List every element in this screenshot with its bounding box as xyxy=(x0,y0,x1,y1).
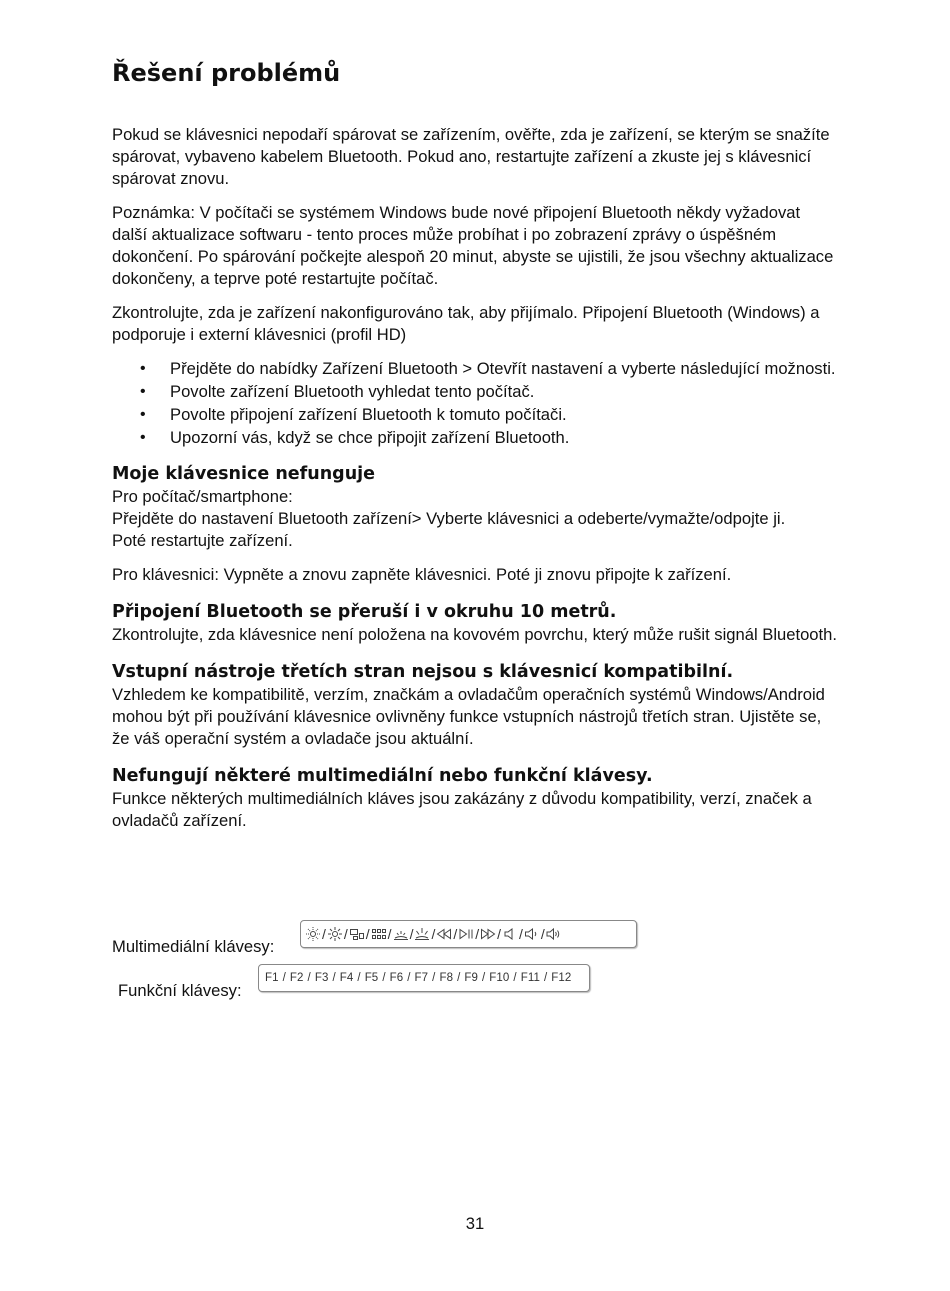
separator: / xyxy=(432,972,436,984)
function-key: F2 xyxy=(289,972,304,984)
function-key: F9 xyxy=(464,972,478,984)
separator: / xyxy=(382,972,386,984)
section-text: Zkontrolujte, zda klávesnice není položena na kovovém povrchu, který může rušit signál Bluetooth. xyxy=(112,625,837,644)
separator: / xyxy=(332,972,336,984)
function-key: F7 xyxy=(414,972,429,984)
function-key: F3 xyxy=(314,972,329,984)
section-text: Vzhledem ke kompatibilitě, verzím, značkám a ovladačům operačních systémů Windows/Android mohou být při používání klávesnice ovlivněny funkce vstupních nástrojů třetích stran. Ujistěte se, že váš operační systém a ovladače jsou aktuální. xyxy=(112,685,825,748)
list-item: • Povolte zařízení Bluetooth vyhledat tento počítač. xyxy=(112,381,837,403)
separator: / xyxy=(322,926,326,942)
function-key: F6 xyxy=(389,972,404,984)
volume-down-icon xyxy=(524,926,540,942)
previous-track-icon xyxy=(436,926,452,942)
separator: / xyxy=(475,926,480,942)
page-content xyxy=(112,56,837,832)
separator: / xyxy=(409,926,414,942)
section-heading-multimedia: Nefungují některé multimediální nebo funkční klávesy. xyxy=(112,766,653,786)
section-heading-third-party: Vstupní nástroje třetích stran nejsou s klávesnicí kompatibilní. xyxy=(112,662,734,682)
multimedia-keys-box xyxy=(300,920,637,948)
task-view-icon xyxy=(349,926,365,942)
section-text: Funkce některých multimediálních kláves jsou zakázány z důvodu kompatibility, verzí, značek a ovladačů zařízení. xyxy=(112,789,812,830)
keyboard-light-down-icon xyxy=(393,926,409,942)
separator: / xyxy=(513,972,517,984)
section-line: Pro klávesnici: Vypněte a znovu zapněte klávesnici. Poté ji znovu připojte k zařízení. xyxy=(112,565,732,584)
intro-paragraph-1: Pokud se klávesnici nepodaří spárovat se zařízením, ověřte, zda je zařízení, se kterým se snažíte spárovat, vybaveno kabelem Bluetooth. Pokud ano, restartujte zařízení a zkuste jej s klávesnicí spárovat znovu. xyxy=(112,125,830,188)
page-title: Řešení problémů xyxy=(112,59,341,87)
brightness-up-icon xyxy=(327,926,343,942)
list-item: • Povolte připojení zařízení Bluetooth k tomuto počítači. xyxy=(112,404,837,426)
steps-list xyxy=(112,358,837,449)
next-track-icon xyxy=(480,926,496,942)
function-keys-box xyxy=(258,964,590,992)
function-key: F10 xyxy=(489,972,510,984)
intro-paragraph-3: Zkontrolujte, zda je zařízení nakonfigurováno tak, aby přijímalo. Připojení Bluetooth (Windows) a podporuje i externí klávesnici (profil HD) xyxy=(112,303,820,344)
separator: / xyxy=(365,926,370,942)
function-key: F4 xyxy=(339,972,354,984)
separator: / xyxy=(543,972,548,984)
separator: / xyxy=(343,926,348,942)
mute-icon xyxy=(502,926,518,942)
function-key: F1 xyxy=(265,972,279,984)
function-key: F11 xyxy=(520,972,540,984)
function-key: F8 xyxy=(439,972,454,984)
separator: / xyxy=(497,926,502,942)
list-item: • Upozorní vás, když se chce připojit zařízení Bluetooth. xyxy=(112,427,837,449)
section-heading-keyboard: Moje klávesnice nefunguje xyxy=(112,464,376,484)
separator: / xyxy=(519,926,523,942)
play-pause-icon xyxy=(458,926,474,942)
separator: / xyxy=(431,926,436,942)
function-key: F12 xyxy=(551,972,572,984)
list-item: • Přejděte do nabídky Zařízení Bluetooth > Otevřít nastavení a vyberte následující možnosti. xyxy=(112,358,837,380)
section-line: Přejděte do nastavení Bluetooth zařízení> Vyberte klávesnici a odeberte/vymažte/odpojte ji. xyxy=(112,509,786,528)
intro-paragraph-note: Poznámka: V počítači se systémem Windows bude nové připojení Bluetooth někdy vyžadovat další aktualizace softwaru - tento proces může probíhat i po zobrazení zprávy o úspěšném dokončení. Po spárování počkejte alespoň 20 minut, abyste se ujistili, že jsou všechny aktualizace dokončeny, a teprve poté restartujte počítač. xyxy=(112,203,834,288)
separator: / xyxy=(282,972,286,984)
app-grid-icon xyxy=(371,926,387,942)
separator: / xyxy=(482,972,486,984)
page-number: 31 xyxy=(465,1214,485,1233)
volume-up-icon xyxy=(546,926,562,942)
multimedia-keys-label: Multimediální klávesy: xyxy=(112,937,275,956)
section-line: Pro počítač/smartphone: xyxy=(112,487,293,506)
function-keys-label: Funkční klávesy: xyxy=(118,981,242,1000)
brightness-down-icon xyxy=(305,926,321,942)
separator: / xyxy=(457,972,461,984)
section-heading-bluetooth: Připojení Bluetooth se přeruší i v okruhu 10 metrů. xyxy=(112,602,617,622)
separator: / xyxy=(357,972,361,984)
separator: / xyxy=(407,972,411,984)
function-key: F5 xyxy=(364,972,379,984)
separator: / xyxy=(387,926,392,942)
separator: / xyxy=(540,926,545,942)
separator: / xyxy=(453,926,458,942)
separator: / xyxy=(307,972,311,984)
section-line: Poté restartujte zařízení. xyxy=(112,531,293,550)
keyboard-light-up-icon xyxy=(414,926,430,942)
